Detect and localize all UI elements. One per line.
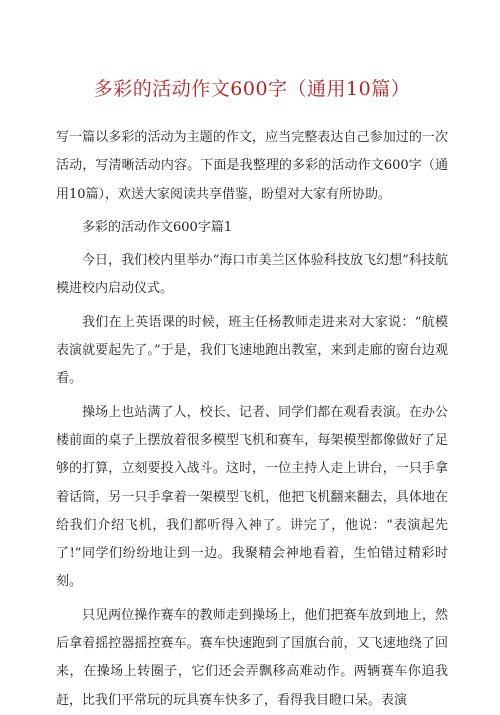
body-paragraph: 操场上也站满了人，校长、记者、同学们都在观看表演。在办公楼前面的桌子上摆放着很多模型飞机和赛车，每架模型都像做好了足够的打算，立刻要投入战斗。这时，一位主持人走上讲台，一只手拿着话筒，另一只手拿着一架模型飞机，他把飞机翻来翻去，具体地在给我们介绍飞机，我们都听得入神了。讲完了，他说：“表演起先了!”同学们纷纷地让到一边。我聚精会神地看着，生怕错过精彩时刻。 xyxy=(56,404,448,590)
intro-paragraph: 写一篇以多彩的活动为主题的作文，应当完整表达自己参加过的一次活动，写清晰活动内容。下面是我整理的多彩的活动作文600字（通用10篇），欢送大家阅读共享借鉴，盼望对大家有所协助。 xyxy=(56,130,448,202)
body-paragraph: 今日，我们校内里举办“海口市美兰区体验科技放飞幻想”科技航模进校内启动仪式。 xyxy=(56,253,448,297)
body-paragraph: 只见两位操作赛车的教师走到操场上，他们把赛车放到地上，然后拿着摇控器摇控赛车。赛车快速跑到了国旗台前，又飞速地绕了回来，在操场上转圈子，它们还会弄飘移高难动作。两辆赛车你追我赶，比我们平常玩的玩具赛车快多了，看得我目瞪口呆。表演 xyxy=(56,607,448,708)
section-heading: 多彩的活动作文600字篇1 xyxy=(82,219,233,235)
page-title: 多彩的活动作文600字（通用10篇） xyxy=(93,78,411,100)
body-paragraph: 我们在上英语课的时候，班主任杨教师走进来对大家说：“航模表演就要起先了。”于是，我们飞速地跑出教室，来到走廊的窗台边观看。 xyxy=(56,314,448,387)
document-body xyxy=(56,124,448,715)
